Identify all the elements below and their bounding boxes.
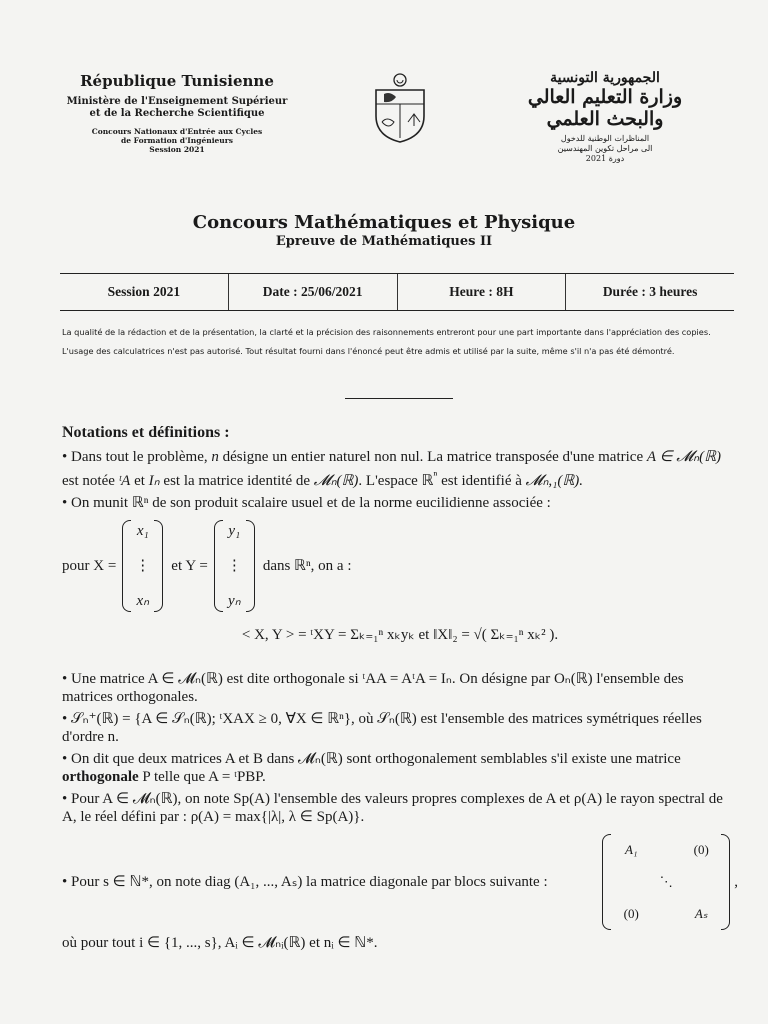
- pour-x-label: pour X =: [62, 558, 117, 574]
- block-a1: A₁: [625, 842, 638, 857]
- header-left: [62, 72, 292, 154]
- p6-part-c: P telle que A = ᵗPBP.: [138, 769, 266, 785]
- et-y-label: et Y =: [171, 558, 208, 574]
- block-diag-matrix: [602, 834, 730, 930]
- exam-subtitle: Epreuve de Mathématiques II: [275, 234, 493, 249]
- arabic-concours-line-3: دورة 2021: [585, 154, 625, 163]
- duree-cell: Durée : 3 heures: [565, 274, 734, 310]
- ministry-line-1: Ministère de l'Enseignement Supérieur: [66, 96, 288, 107]
- arabic-country: الجمهورية التونسية: [550, 70, 660, 86]
- paragraph-diag: • Pour s ∈ ℕ*, on note diag (A₁, ..., Aₛ) la matrice diagonale par blocs suivante :: [62, 874, 548, 890]
- arabic-ministry-line-2: والبحث العلمي: [546, 108, 664, 130]
- p1-mn: 𝓜ₙ(ℝ): [313, 473, 359, 489]
- section-title: Notations et définitions :: [62, 424, 230, 441]
- block-ddots: ⋱: [659, 874, 673, 889]
- exam-title: Concours Mathématiques et Physique: [192, 212, 576, 233]
- exam-info-table: [60, 273, 734, 311]
- p1-part-a: • Dans tout le problème,: [62, 449, 212, 465]
- block-as: Aₛ: [694, 906, 708, 921]
- exam-notice: La qualité de la rédaction et de la présentation, la clarté et la précision des raisonnements entreront pour une part importante dans l'appréciation des copies. L'usage des calculatrices n'est pas autorisé. Tout résultat fourni dans l'énoncé peut être admis et utilisé par la suite, même s'il n'a pas été démontré.: [62, 327, 711, 356]
- arabic-concours-line-2: الى مراحل تكوين المهندسين: [557, 144, 653, 153]
- p1-n: n: [211, 449, 219, 465]
- vector-y-dots: ⋮: [226, 558, 242, 574]
- separator-line: [345, 398, 453, 399]
- vector-x-1: x₁: [136, 523, 149, 539]
- ministry-name: [62, 96, 292, 120]
- p1-in: Iₙ: [148, 473, 160, 489]
- country-name: République Tunisienne: [80, 72, 274, 90]
- ministry-line-2: et de la Recherche Scientifique: [89, 108, 265, 119]
- arabic-concours: [500, 134, 710, 164]
- block-comma: ,: [734, 874, 738, 890]
- p1-a-in-mn: A ∈ 𝓜ₙ(ℝ): [646, 449, 721, 465]
- concours-name: [62, 127, 292, 154]
- date-cell: Date : 25/06/2021: [228, 274, 397, 310]
- tunisia-emblem-icon: [370, 72, 430, 144]
- paragraph-orthogonale: • Une matrice A ∈ 𝓜ₙ(ℝ) est dite orthogonale si ᵗAA = AᵗA = Iₙ. On désigne par Oₙ(ℝ) l'ensemble des matrices orthogonales.: [62, 671, 684, 705]
- p1-part-g: est identifié à: [437, 473, 526, 489]
- p1-part-b: désigne un entier naturel non nul. La matrice transposée d'une matrice: [218, 449, 647, 465]
- p1-part-f: . L'espace ℝ: [358, 473, 434, 489]
- vector-y: [214, 520, 255, 612]
- block-zero-bottom: (0): [623, 906, 639, 921]
- concours-line-2: de Formation d'Ingénieurs: [121, 136, 233, 145]
- session-cell: Session 2021: [107, 284, 181, 299]
- vector-y-n: yₙ: [227, 593, 241, 609]
- scalar-product-formula: < X, Y > = ᵗXY = Σₖ₌₁ⁿ xₖyₖ et ‖X‖₂ = √( Σₖ₌₁ⁿ xₖ² ).: [241, 627, 559, 643]
- exam-body: [62, 424, 738, 952]
- concours-line-3: Session 2021: [149, 145, 205, 154]
- p6-orthogonale-bold: orthogonale: [62, 769, 139, 785]
- paragraph-semblables: [62, 750, 738, 786]
- concours-line-1: Concours Nationaux d'Entrée aux Cycles: [91, 127, 263, 136]
- p6-part-a: • On dit que deux matrices A et B dans 𝓜ₙ(ℝ) sont orthogonalement semblables s'il existe une matrice: [62, 751, 681, 767]
- block-zero-top: (0): [693, 842, 709, 857]
- dans-rn-label: dans ℝⁿ, on a :: [262, 558, 352, 574]
- arabic-ministry-line-1: وزارة التعليم العالي: [527, 86, 683, 108]
- vector-x: [122, 520, 163, 612]
- paragraph-1: [62, 448, 738, 490]
- p1-nsup: ⁿ: [433, 468, 438, 482]
- paragraph-spectral: • Pour A ∈ 𝓜ₙ(ℝ), on note Sp(A) l'ensemble des valeurs propres complexes de A et ρ(A) le rayon spectral de A, le réel défini par : ρ(A) = max{|λ|, λ ∈ Sp(A)}.: [62, 791, 723, 825]
- vector-x-dots: ⋮: [135, 558, 151, 574]
- block-diag-row: [62, 832, 738, 932]
- p1-part-d: et: [130, 473, 149, 489]
- vector-x-n: xₙ: [136, 593, 150, 609]
- header-right-arabic: [500, 70, 710, 164]
- vectors-row: [62, 518, 738, 614]
- heure-cell: Heure : 8H: [397, 274, 566, 310]
- paragraph-2: • On munit ℝⁿ de son produit scalaire usuel et de la norme eucilidienne associée :: [62, 495, 551, 511]
- p1-ta: ᵗA: [118, 473, 131, 489]
- vector-y-1: y₁: [228, 523, 241, 539]
- p1-mn1: 𝓜ₙ,₁(ℝ).: [525, 473, 584, 489]
- p1-part-c: est notée: [62, 473, 119, 489]
- arabic-concours-line-1: المناظرات الوطنية للدخول: [560, 134, 650, 143]
- p1-part-e: est la matrice identité de: [159, 473, 314, 489]
- paragraph-ni: où pour tout i ∈ {1, ..., s}, Aᵢ ∈ 𝓜ₙᵢ(ℝ) et nᵢ ∈ ℕ*.: [62, 935, 378, 951]
- paragraph-sn-plus: • 𝒮ₙ⁺(ℝ) = {A ∈ 𝒮ₙ(ℝ); ᵗXAX ≥ 0, ∀X ∈ ℝⁿ}, où 𝒮ₙ(ℝ) est l'ensemble des matrices symétriques réelles d'ordre n.: [62, 711, 702, 745]
